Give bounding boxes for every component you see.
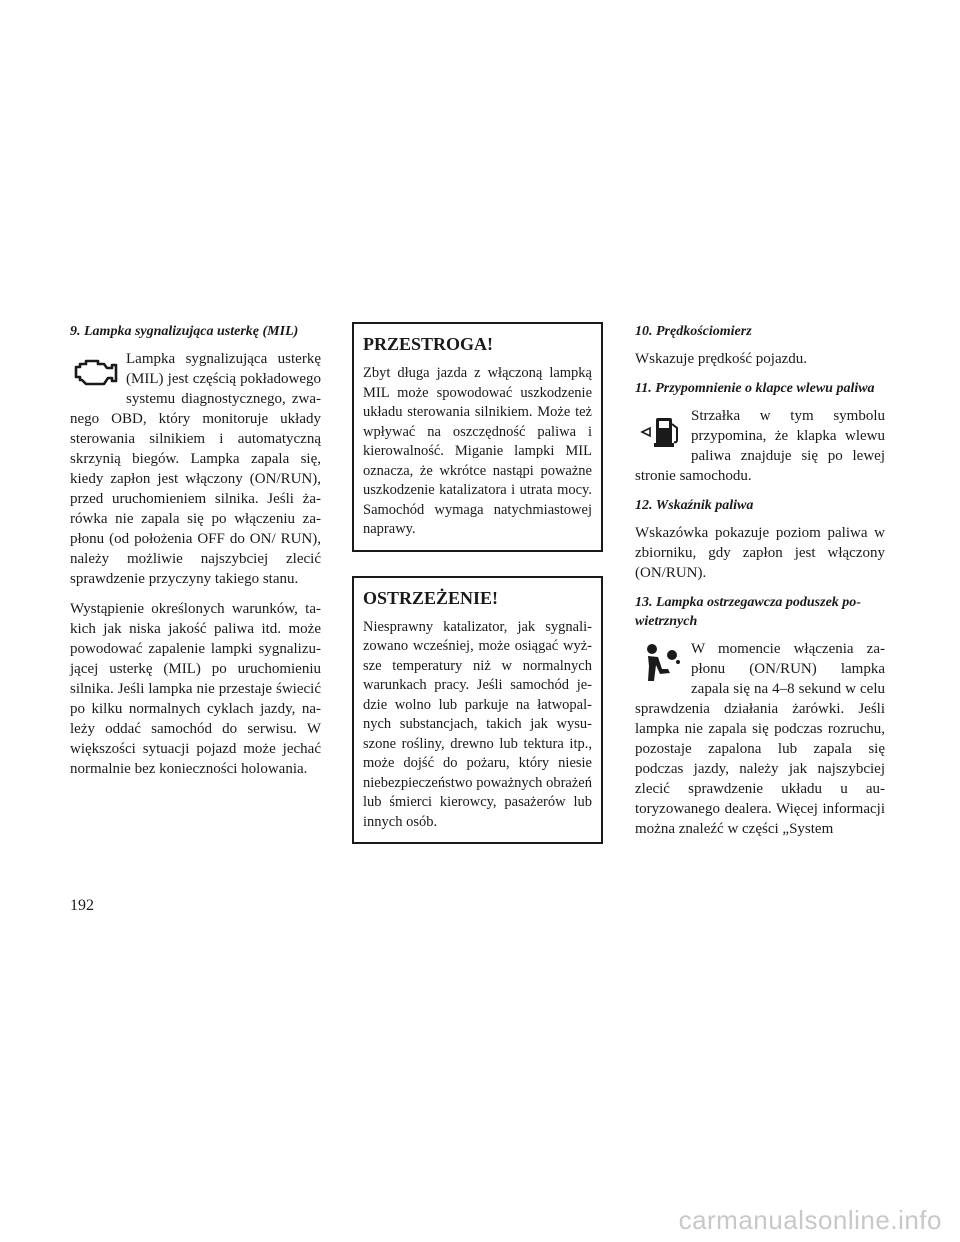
section-9-heading: 9. Lampka sygnalizująca usterkę (MIL) bbox=[70, 324, 299, 339]
section-10-text: Wskazuje prędkość pojazdu. bbox=[635, 351, 808, 367]
check-engine-icon bbox=[70, 351, 122, 395]
caution-text: Zbyt długa jazda z włączoną lampką MIL może spowodować uszkodzenie układu sterowania silnikiem. Może też wpływać na oszczędność paliwa i kierowalność. Miganie lampki MIL oznacza, że wkrótce nastąpi poważne uszkodzenie katalizatora i utrata mocy. Samochód wymaga natychmiastowej naprawy. bbox=[363, 365, 592, 537]
section-12-heading: 12. Wskaźnik paliwa bbox=[635, 498, 754, 513]
caution-box bbox=[352, 322, 603, 552]
right-column bbox=[635, 322, 885, 849]
section-13-body bbox=[635, 639, 885, 849]
watermark: carmanualsonline.info bbox=[678, 1205, 942, 1235]
section-11-heading: 11. Przypomnienie o klapce wlewu paliwa bbox=[635, 381, 875, 396]
middle-column bbox=[352, 322, 603, 868]
section-9-paragraph-1: Lampka sygnalizująca usterkę (MIL) jest częścią pokładowego systemu diagnostycznego, zwanego OBD, który monitoruje układy sterowania silnikiem i automatyczną skrzynią biegów. Lampka zapala się, kiedy zapłon jest włączony (ON/RUN), przed uruchomieniem silnika. Jeśli żarówka nie zapala się po włączeniu zapłonu (od położenia OFF do ON/ RUN), należy możliwie najszybciej zlecić sprawdzenie przyczyny takiego stanu. bbox=[70, 351, 321, 587]
section-9-paragraph-2: Wystąpienie określonych warunków, takich jak niska jakość paliwa itd. może powodować zapalenie lampki sygnalizującej usterkę (MIL) po uruchomieniu silnika. Jeśli lampka nie przestaje świecić po kilku normalnych cyklach jazdy, należy oddać samochód do serwisu. W większości sytuacji pojazd może jechać normalnie bez konieczności holowania. bbox=[70, 601, 321, 777]
section-13-heading: 13. Lampka ostrzegawcza poduszek powietrznych bbox=[635, 595, 861, 629]
warning-box bbox=[352, 576, 603, 845]
section-11-body bbox=[635, 406, 885, 496]
section-12-text: Wskazówka pokazuje poziom paliwa w zbiorniku, gdy zapłon jest włączony (ON/RUN). bbox=[635, 525, 885, 581]
warning-text: Niesprawny katalizator, jak sygnalizowano wcześniej, może osiągać wyższe temperatury niż w normalnych warunkach pracy. Jeśli samochód jedzie wolno lub parkuje na łatwopalnych substancjach, takich jak wysuszone rośliny, drewno lub tektura itp., może dojść do pożaru, który niesie niebezpieczeństwo poważnych obrażeń lub śmierci kierowcy, pasażerów lub innych osób. bbox=[363, 618, 592, 830]
airbag-icon bbox=[635, 641, 687, 685]
caution-title: PRZESTROGA! bbox=[363, 334, 494, 354]
warning-title: OSTRZEŻENIE! bbox=[363, 587, 499, 608]
section-11-text: Strzałka w tym symbolu przypomina, że klapka wlewu paliwa znajduje się po lewej stronie samochodu. bbox=[635, 408, 885, 484]
fuel-door-icon bbox=[635, 408, 687, 452]
section-9-body bbox=[70, 349, 321, 599]
section-13-text: W momencie włączenia zapłonu (ON/RUN) lampka zapala się na 4–8 sekund w celu sprawdzenia działania żarówki. Jeśli lampka nie zapala się podczas rozruchu, pozostaje zapalona lub zapala się podczas jazdy, należy jak najszybciej zlecić sprawdzenie układu u autoryzowanego dealera. Więcej informacji można znaleźć w części „System bbox=[635, 641, 885, 837]
left-column bbox=[70, 322, 321, 789]
section-10-heading: 10. Prędkościomierz bbox=[635, 324, 752, 339]
page-number: 192 bbox=[70, 897, 94, 914]
